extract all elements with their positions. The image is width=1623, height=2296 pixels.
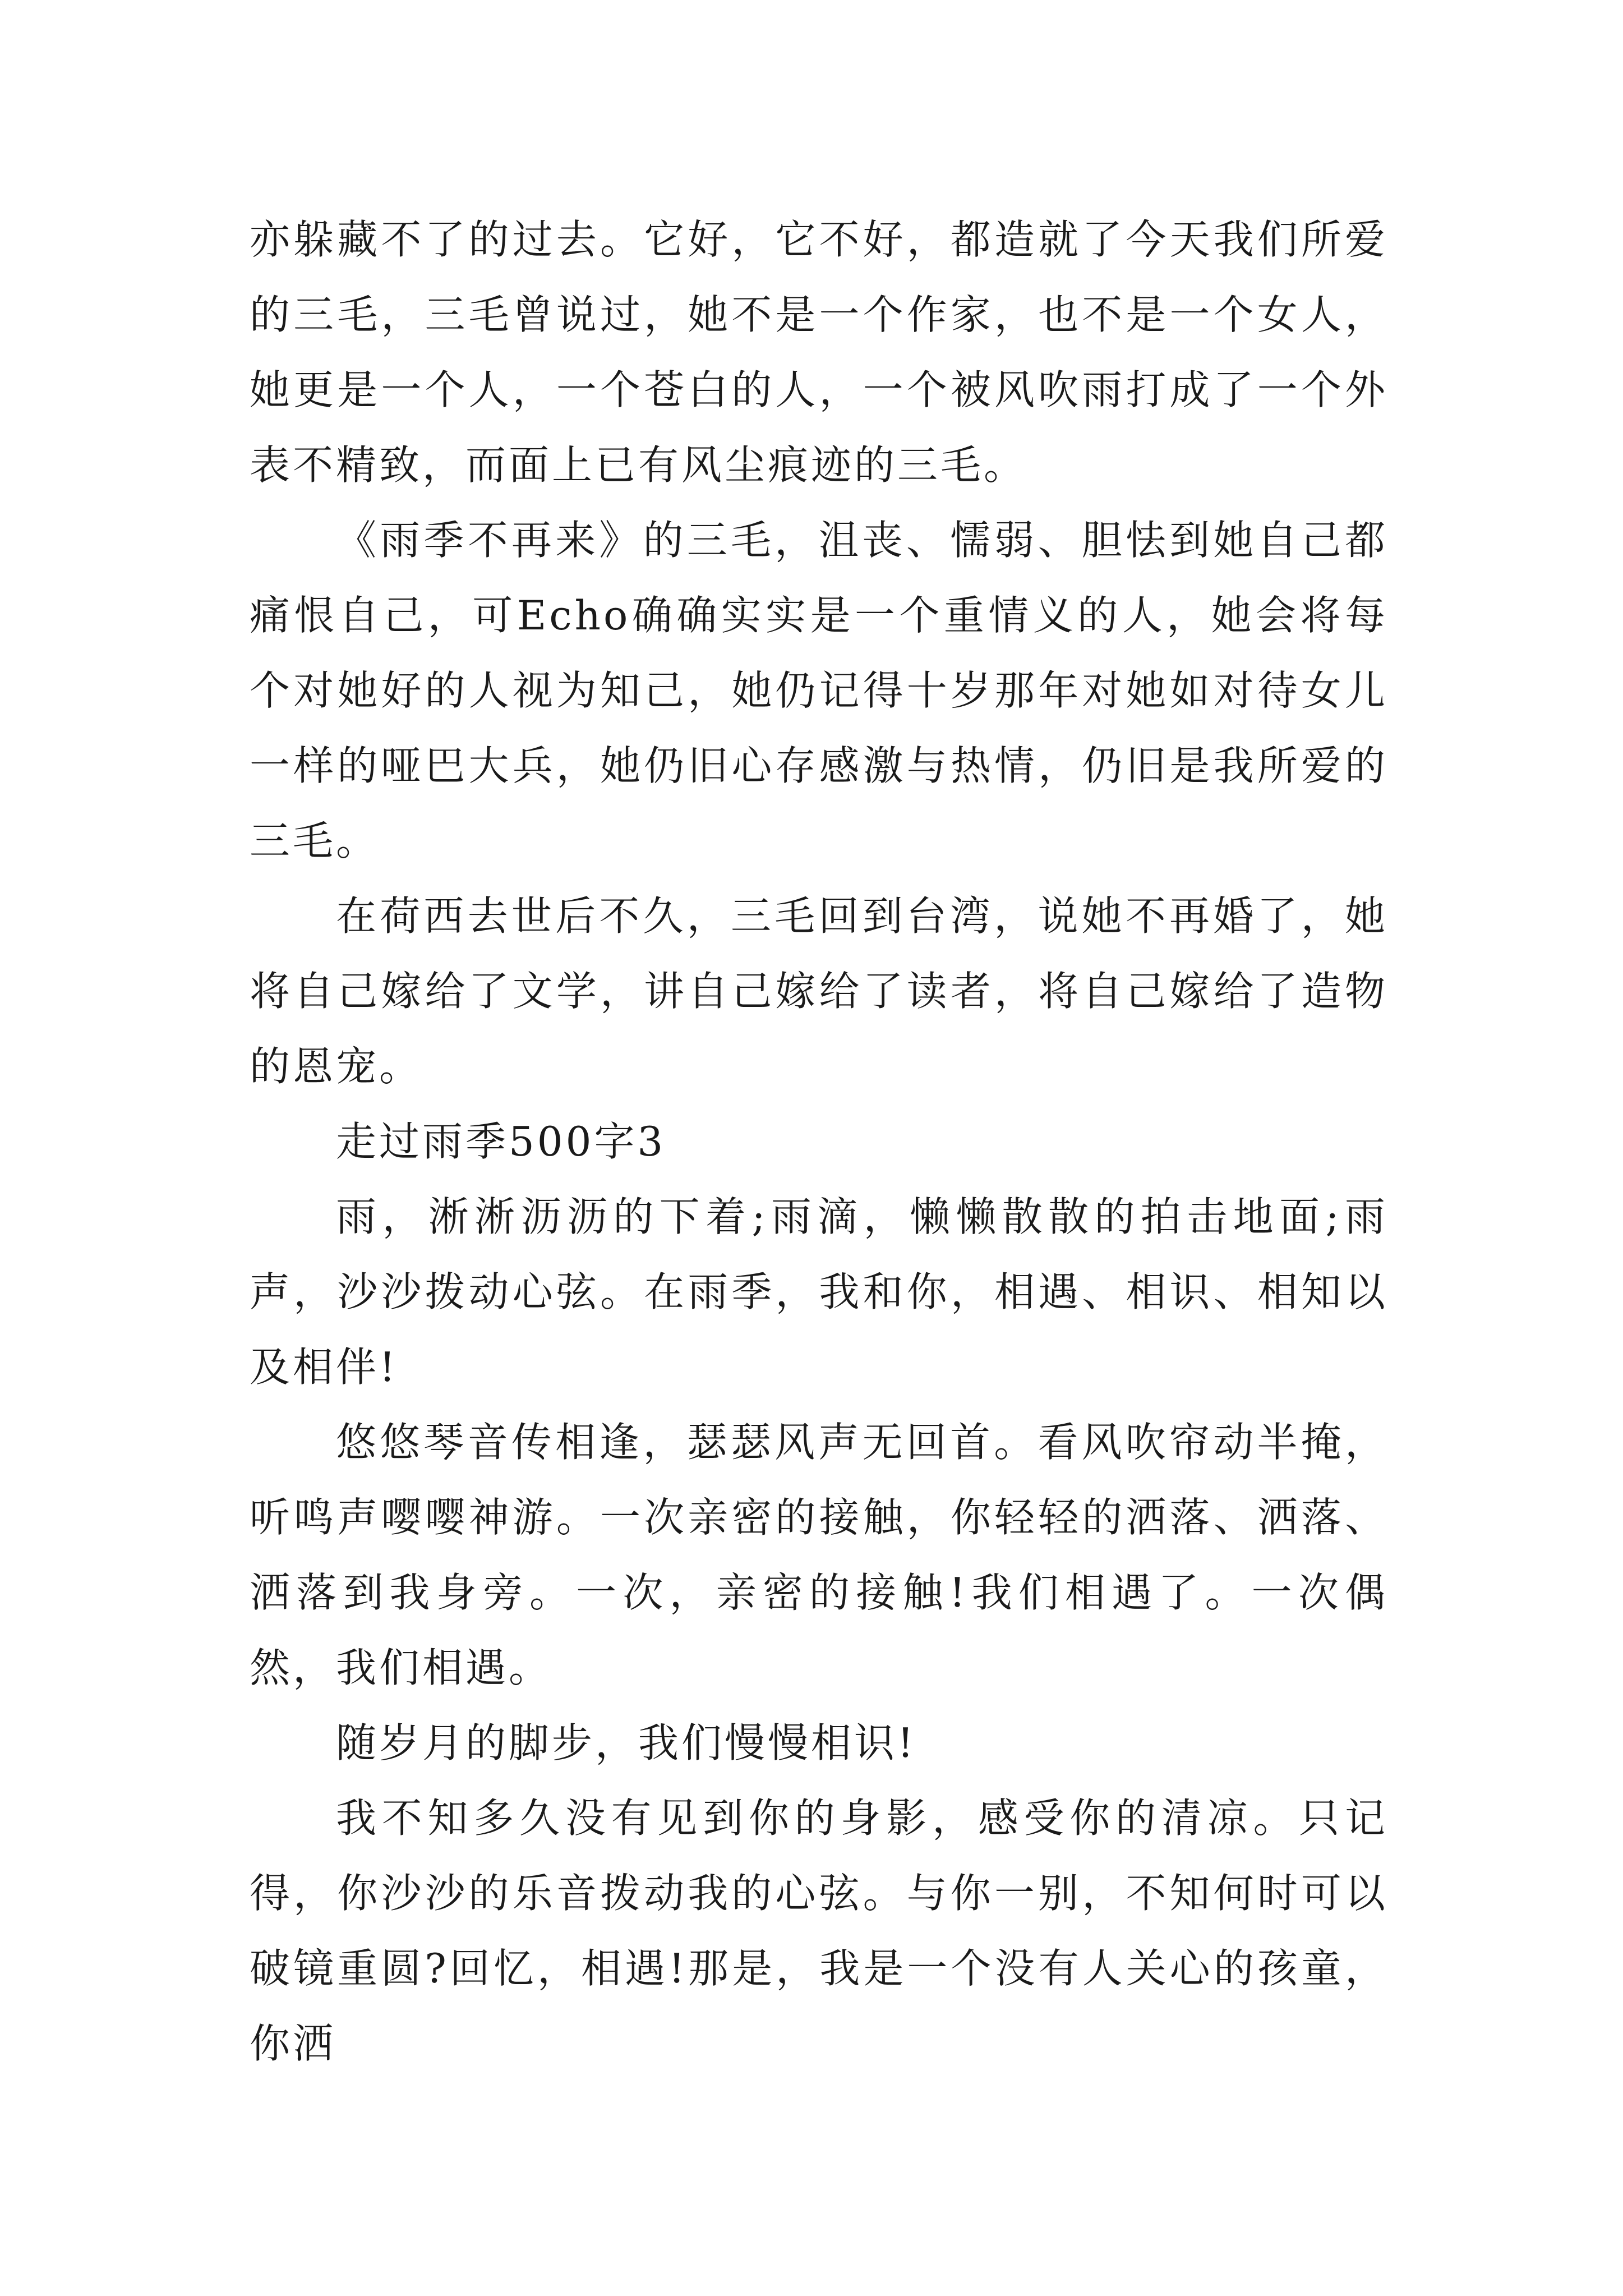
paragraph-5: 雨，淅淅沥沥的下着;雨滴，懒懒散散的拍击地面;雨声，沙沙拨动心弦。在雨季，我和你，相遇、相识、相知以及相伴! [250, 1193, 1388, 1391]
paragraph-7: 随岁月的脚步，我们慢慢相识! [336, 1719, 916, 1766]
paragraph-8: 我不知多久没有见到你的身影，感受你的清凉。只记得，你沙沙的乐音拨动我的心弦。与你一别，不知何时可以破镜重圆?回忆，相遇!那是，我是一个没有人关心的孩童，你洒 [250, 1795, 1388, 2067]
paragraph-3: 在荷西去世后不久，三毛回到台湾，说她不再婚了，她将自己嫁给了文学，讲自己嫁给了读者，将自己嫁给了造物的恩宠。 [250, 892, 1388, 1090]
document-body [250, 202, 1388, 2081]
paragraph-2: 《雨季不再来》的三毛，沮丧、懦弱、胆怯到她自己都痛恨自己，可Echo确确实实是一个重情义的人，她会将每个对她好的人视为知己，她仍记得十岁那年对她如对待女儿一样的哑巴大兵，她仍旧心存感激与热情，仍旧是我所爱的三毛。 [250, 517, 1388, 864]
paragraph-1: 亦躲藏不了的过去。它好，它不好，都造就了今天我们所爱的三毛，三毛曾说过，她不是一个作家，也不是一个女人，她更是一个人，一个苍白的人，一个被风吹雨打成了一个外表不精致，而面上已有风尘痕迹的三毛。 [250, 216, 1388, 489]
paragraph-6: 悠悠琴音传相逢，瑟瑟风声无回首。看风吹帘动半掩，听鸣声嘤嘤神游。一次亲密的接触，你轻轻的洒落、洒落、洒落到我身旁。一次，亲密的接触!我们相遇了。一次偶然，我们相遇。 [250, 1419, 1388, 1691]
section-heading: 走过雨季500字3 [336, 1118, 666, 1165]
